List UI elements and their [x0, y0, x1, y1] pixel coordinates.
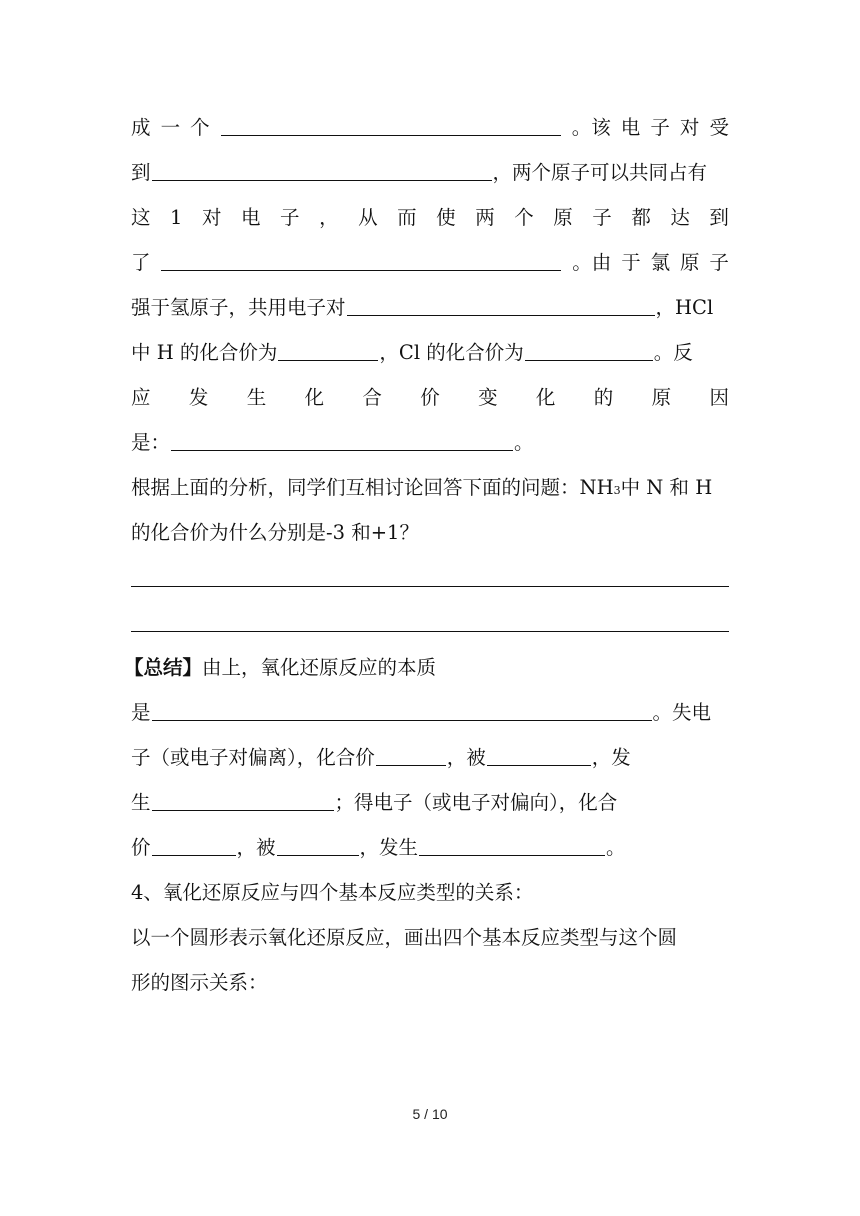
text: ，被: [446, 746, 486, 769]
char: 化: [304, 386, 325, 409]
blank-11[interactable]: [152, 809, 334, 811]
blank-1[interactable]: [221, 134, 561, 136]
char: 对: [679, 116, 700, 139]
blank-12[interactable]: [152, 854, 236, 856]
summary-bracket: 【总结】: [124, 656, 203, 679]
text-line-4: [131, 253, 729, 273]
char: 两: [475, 206, 495, 229]
text: 。反: [653, 341, 693, 364]
char: 发: [188, 386, 209, 409]
text-line-18: 形的图示关系：: [131, 971, 268, 994]
blank-10[interactable]: [487, 764, 591, 766]
text: ，被: [236, 836, 276, 859]
char: 变: [478, 386, 498, 409]
char: 这: [131, 206, 151, 229]
char: 到: [709, 206, 729, 229]
text-line-16: 4、氧化还原反应与四个基本反应类型的关系：: [131, 881, 534, 904]
char: 个: [190, 116, 210, 139]
summary-text: 由上，氧化还原反应的本质: [202, 656, 437, 679]
text: 。: [606, 836, 626, 859]
char: 子: [592, 206, 612, 229]
blank-8[interactable]: [152, 719, 652, 721]
char: 生: [246, 386, 267, 409]
char: 原: [553, 206, 573, 229]
blank-9[interactable]: [376, 764, 446, 766]
blank-7[interactable]: [171, 449, 513, 451]
blank-13[interactable]: [277, 854, 359, 856]
summary-heading: [124, 658, 722, 678]
text: 生: [131, 791, 151, 814]
char: 成: [131, 116, 151, 139]
text-line-2: [131, 163, 729, 183]
text-line-9: [131, 478, 729, 498]
text: ，Cl 的化合价为: [379, 341, 524, 364]
blank-4[interactable]: [347, 314, 655, 316]
char: 一: [160, 116, 181, 139]
text: 子（或电子对偏离），化合价: [131, 746, 375, 769]
text: 是：: [131, 431, 171, 454]
text-line-6: [131, 343, 729, 363]
subscript: 3: [613, 484, 621, 497]
char: 个: [514, 206, 534, 229]
char: 。该: [571, 116, 611, 139]
text-line-3: [131, 208, 729, 228]
char: 因: [709, 386, 729, 409]
text: 中 N 和 H: [620, 476, 713, 499]
text: ；得电子（或电子对偏向），化合: [334, 791, 618, 814]
char: 氯: [650, 251, 671, 274]
answer-line-1[interactable]: [131, 586, 729, 587]
char: 子: [709, 251, 729, 274]
char: 1: [170, 206, 183, 229]
text-line-12: [131, 703, 729, 723]
char: 都: [631, 206, 651, 229]
char: 达: [670, 206, 690, 229]
text: ，HCl: [655, 296, 714, 319]
char: 电: [241, 206, 261, 229]
char: 的: [593, 386, 614, 409]
text-line-5: [131, 298, 729, 318]
text-line-1: [131, 118, 729, 138]
page-number: 5 / 10: [412, 1106, 448, 1122]
char: 应: [131, 386, 151, 409]
text-line-8: [131, 433, 729, 453]
answer-line-2[interactable]: [131, 631, 729, 632]
blank-14[interactable]: [419, 854, 605, 856]
blank-6[interactable]: [525, 359, 653, 361]
char: 从: [358, 206, 378, 229]
text: 到: [131, 161, 151, 184]
char: 子: [280, 206, 300, 229]
text: 价: [131, 836, 151, 859]
text-line-13: [131, 748, 729, 768]
char: 价: [420, 386, 440, 409]
text-line-10: 的化合价为什么分别是-3 和+1？: [131, 521, 419, 544]
char: 。由: [572, 251, 612, 274]
text: 。失电: [652, 701, 712, 724]
blank-3[interactable]: [161, 269, 561, 271]
char: 了: [131, 251, 151, 274]
char: 电: [620, 116, 641, 139]
text-line-7: [131, 388, 729, 408]
char: 原: [651, 386, 672, 409]
char: 受: [709, 116, 729, 139]
char: 对: [201, 206, 222, 229]
text: 是: [131, 701, 151, 724]
char: 而: [397, 206, 417, 229]
text: ，两个原子可以共同占有: [492, 161, 708, 184]
char: 合: [362, 386, 382, 409]
text: ，发生: [359, 836, 419, 859]
text-line-14: [131, 793, 729, 813]
char: 原: [680, 251, 700, 274]
text: 中 H 的化合价为: [131, 341, 278, 364]
blank-2[interactable]: [152, 179, 492, 181]
char: 化: [535, 386, 556, 409]
text-line-15: [131, 838, 729, 858]
blank-5[interactable]: [278, 359, 378, 361]
text: ，发: [591, 746, 631, 769]
text: 强于氢原子，共用电子对: [131, 296, 346, 319]
text: 。: [514, 431, 534, 454]
char: ，: [319, 206, 339, 229]
text-line-17: 以一个圆形表示氧化还原反应，画出四个基本反应类型与这个圆: [131, 926, 678, 949]
char: 使: [436, 206, 456, 229]
text: 根据上面的分析，同学们互相讨论回答下面的问题：NH: [131, 476, 614, 499]
char: 于: [621, 251, 641, 274]
char: 子: [650, 116, 670, 139]
